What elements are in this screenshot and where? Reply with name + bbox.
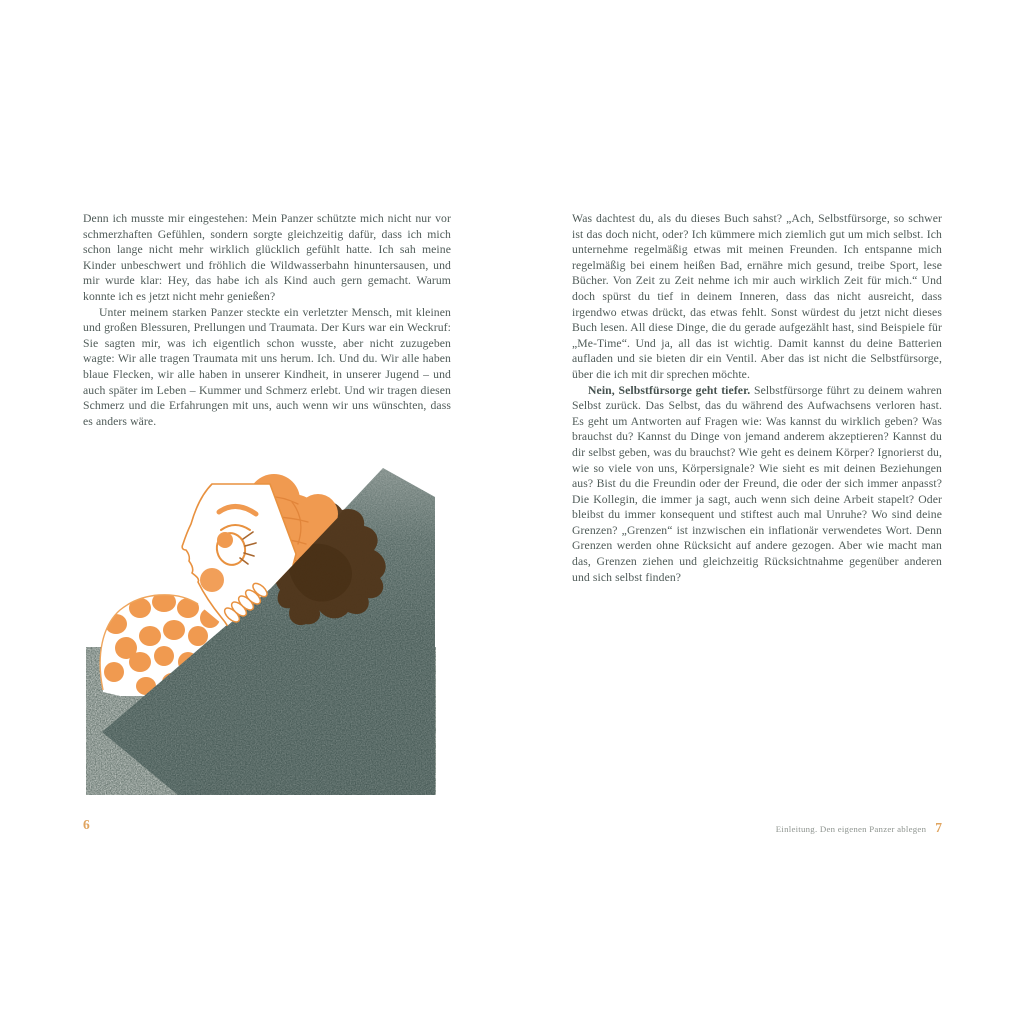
left-paragraph-2: Unter meinem starken Panzer steckte ein verletzter Mensch, mit kleinen und großen Blessuren, Prellungen und Traumata. Der Kurs war ein Weckruf: Sie sagten mir, was ich eigentlich schon wusste, aber nicht zuzugeben wagte: Wir alle tragen Traumata mit uns herum. Ich. Und du. Wir alle haben blaue Flecken, wir alle haben in unserer Kindheit, in unserer Jugend – und auch später im Leben – Kummer und Schmerz erlebt. Und wir tragen diesen Schmerz und die Erfahrungen mit uns, auch wenn wir uns wünschten, dass es anders wäre. [83, 305, 451, 428]
bold-lead-in: Nein, Selbstfürsorge geht tiefer. [588, 383, 751, 397]
cheek-blush [200, 568, 224, 592]
left-paragraph-1: Denn ich musste mir eingestehen: Mein Panzer schützte mich nicht nur vor schmerzhaften Gefühlen, sondern sorgte gleichzeitig dafür, dass ich mich schon lange nicht mehr wirklich glücklich gefühlt hatte. Ich sah meine Kinder unbeschwert und fröhlich die Wildwasserbahn hinuntersausen, und mir wurde klar: Hey, das habe ich als Kind auch gern gemacht. Warum konnte ich es jetzt nicht mehr genießen? [83, 212, 451, 303]
left-page-number: 6 [83, 817, 90, 832]
envelope-woman-illustration [84, 458, 440, 798]
right-page-number: 7 [935, 820, 942, 835]
right-page-footer [776, 820, 942, 836]
chapter-running-title: Einleitung. Den eigenen Panzer ablegen [775, 824, 927, 834]
left-page-text-block [83, 211, 451, 429]
right-paragraph-2-rest: Selbstfürsorge führt zu deinem wahren Selbst zurück. Das Selbst, das du während des Aufwachsens verloren hast. Es geht um Antworten auf Fragen wie: Was kannst du wirklich geben? Was brauchst du? Kannst du Dinge von jemand anderem akzeptieren? Kannst du dir selbst geben, was du brauchst? Wie geht es deinem Körper? Ignorierst du, wie so viele von uns, Körpersignale? Wie sieht es mit deinen Beziehungen aus? Bist du die Freundin oder der Freund, die oder der sich immer anpasst? Die Kollegin, die immer ja sagt, auch wenn sich deine Arbeit stapelt? Oder bleibst du immer konsequent und stiftest auch mal Unruhe? Wo sind deine Grenzen? „Grenzen“ ist inzwischen ein inflationär verwendetes Wort. Denn Grenzen werden ohne Rücksicht auf andere gezogen. Aber wie macht man das, Grenzen ziehen und gleichzeitig Rücksichtnahme gegenüber anderen und sich selbst finden? [572, 383, 943, 584]
right-paragraph-2 [572, 383, 942, 586]
right-paragraph-1: Was dachtest du, als du dieses Buch sahst? „Ach, Selbstfürsorge, so schwer ist das doch nicht, oder? Ich kümmere mich ziemlich gut um mich selbst. Ich unternehme regelmäßig etwas mit meinen Freunden. Ich entspanne mich regelmäßig bei einem heißen Bad, ernähre mich gesund, treibe Sport, lese Bücher. Von Zeit zu Zeit nehme ich mir auch wirklich Zeit für mich.“ Und doch spürst du tief in deinem Inneren, dass das nicht ausreicht, dass irgendwo etwas drückt, das etwas fehlt. Sonst würdest du jetzt nicht dieses Buch lesen. All diese Dinge, die du gerade aufgezählt hast, sind Beispiele für „Me-Time“. Und ja, all das ist wichtig. Damit kannst du deine Batterien aufladen und sie bieten dir ein Ventil. Aber das ist nicht die Selbstfürsorge, über die ich mit dir sprechen möchte. [572, 212, 942, 381]
right-page-text-block [572, 211, 942, 585]
